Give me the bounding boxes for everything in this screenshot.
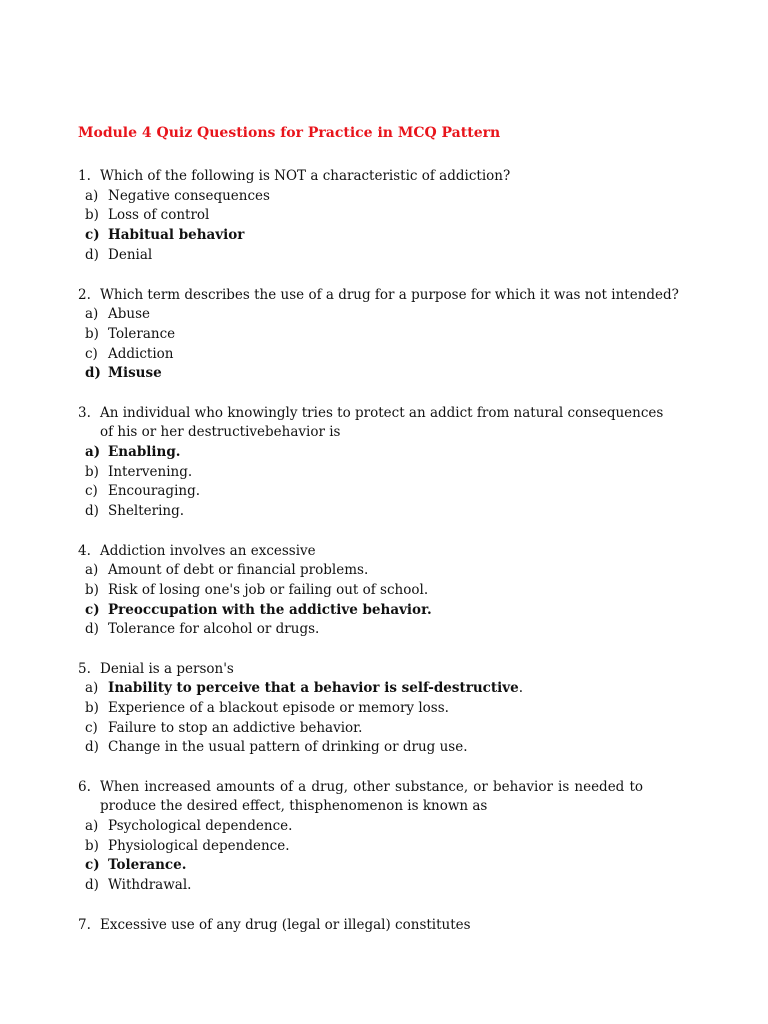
option-text: Change in the usual pattern of drinking or drug use. (108, 739, 468, 755)
question-text: Denial is a person's (100, 661, 234, 677)
option-letter: a) (85, 444, 101, 460)
option-letter: d) (85, 621, 99, 637)
option-text: Negative consequences (108, 188, 270, 204)
question-number: 7. (78, 917, 91, 933)
option-letter: c) (85, 483, 98, 499)
option-text: Intervening. (108, 464, 193, 480)
option-letter: a) (85, 306, 99, 322)
question-text: produce the desired effect, thisphenomenon is known as (100, 798, 488, 814)
option-text: Tolerance for alcohol or drugs. (108, 621, 320, 637)
option-text: Denial (108, 247, 153, 263)
option-letter: a) (85, 680, 99, 696)
option-letter: c) (85, 857, 100, 873)
option-letter: b) (85, 700, 99, 716)
option-letter: c) (85, 720, 98, 736)
option-letter: c) (85, 227, 100, 243)
option-letter: d) (85, 877, 99, 893)
question-text: When increased amounts of a drug, other substance, or behavior is needed to (100, 779, 643, 795)
option-text: Amount of debt or financial problems. (108, 562, 369, 578)
option-text: Failure to stop an addictive behavior. (108, 720, 363, 736)
option-text: Experience of a blackout episode or memory loss. (108, 700, 449, 716)
option-letter: b) (85, 464, 99, 480)
option-letter: d) (85, 247, 99, 263)
option-text: Misuse (108, 365, 162, 381)
question-number: 6. (78, 779, 91, 795)
page-title: Module 4 Quiz Questions for Practice in MCQ Pattern (78, 125, 501, 141)
question-text: of his or her destructivebehavior is (100, 424, 341, 440)
question-number: 5. (78, 661, 91, 677)
option-text (108, 679, 523, 697)
option-text: Abuse (108, 306, 151, 322)
option-letter: b) (85, 326, 99, 342)
question-text: Excessive use of any drug (legal or illegal) constitutes (100, 917, 471, 933)
option-text: Loss of control (108, 207, 210, 223)
option-text: Enabling. (108, 444, 181, 460)
option-letter: c) (85, 602, 100, 618)
option-letter: a) (85, 818, 99, 834)
question-text: Addiction involves an excessive (100, 543, 316, 559)
question-text: Which of the following is NOT a characteristic of addiction? (100, 168, 511, 184)
question-text: An individual who knowingly tries to protect an addict from natural consequences (100, 405, 664, 421)
option-letter: a) (85, 562, 99, 578)
option-letter: c) (85, 346, 98, 362)
option-text: Withdrawal. (108, 877, 192, 893)
question-number: 3. (78, 405, 91, 421)
option-text: Encouraging. (108, 483, 201, 499)
option-text: Habitual behavior (108, 227, 245, 243)
option-text: Addiction (108, 346, 174, 362)
option-text: Physiological dependence. (108, 838, 290, 854)
option-letter: a) (85, 188, 99, 204)
answer-text: Inability to perceive that a behavior is self-destructive (108, 680, 519, 696)
answer-suffix: . (518, 680, 523, 696)
option-text: Preoccupation with the addictive behavior. (108, 602, 432, 618)
option-text: Sheltering. (108, 503, 185, 519)
question-number: 1. (78, 168, 91, 184)
option-letter: d) (85, 739, 99, 755)
option-text: Psychological dependence. (108, 818, 293, 834)
option-text: Tolerance. (108, 857, 187, 873)
question-text: Which term describes the use of a drug for a purpose for which it was not intended? (100, 287, 679, 303)
option-letter: b) (85, 207, 99, 223)
question-number: 4. (78, 543, 91, 559)
option-letter: d) (85, 365, 101, 381)
question-number: 2. (78, 287, 91, 303)
option-text: Tolerance (108, 326, 176, 342)
option-letter: b) (85, 838, 99, 854)
option-text: Risk of losing one's job or failing out of school. (108, 582, 429, 598)
option-letter: b) (85, 582, 99, 598)
option-letter: d) (85, 503, 99, 519)
